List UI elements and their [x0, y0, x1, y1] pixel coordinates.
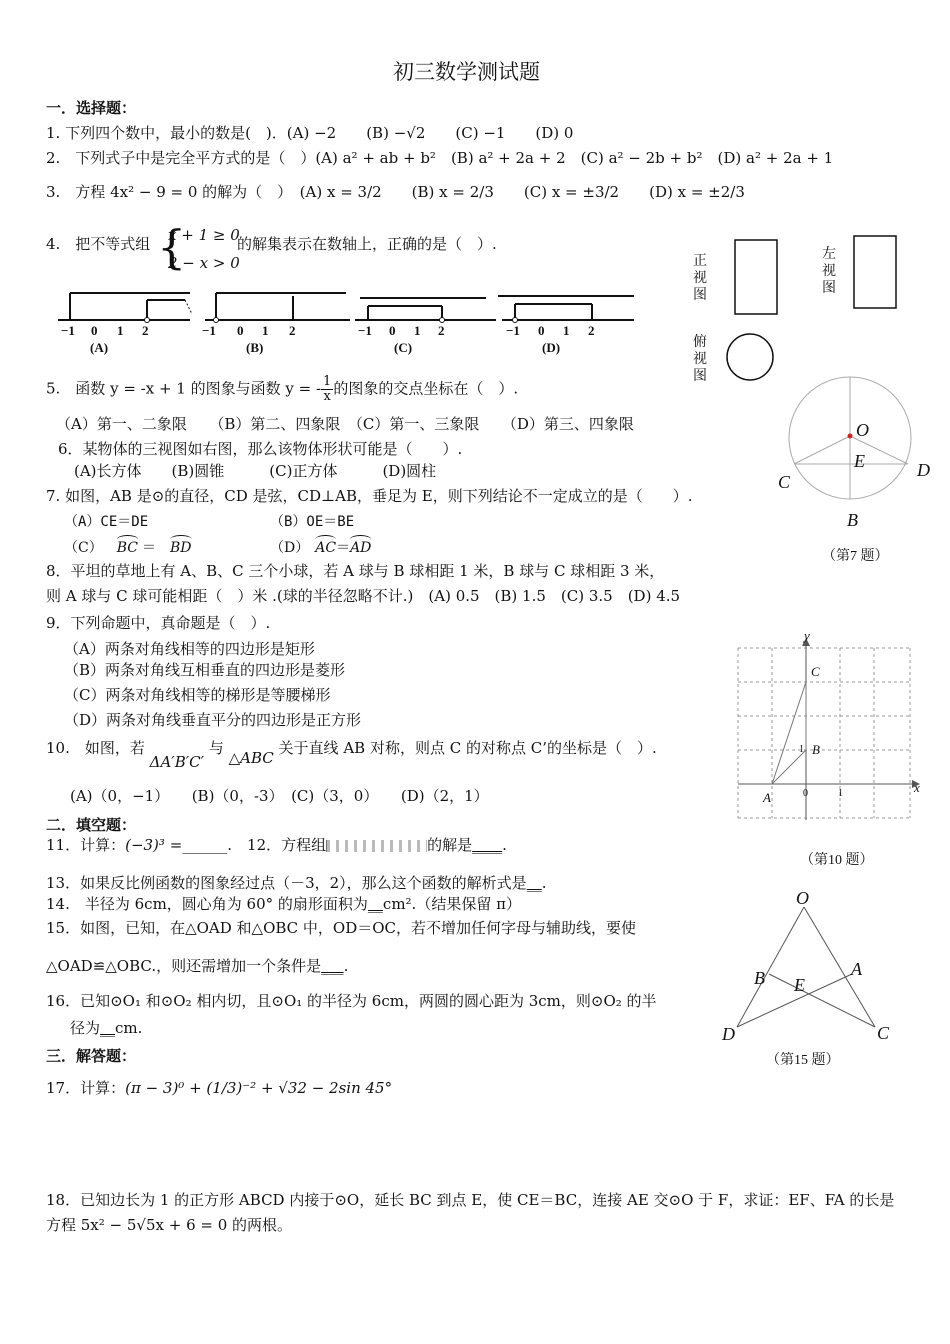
question-16-line-2: 径为__cm. — [70, 1019, 143, 1037]
label-e: E — [794, 975, 805, 995]
question-1: 1. 下列四个数中，最小的数是( )．(A) −2 (B) −√2 (C) −1 (D) 0 — [46, 124, 574, 142]
tick-x-1: 1 — [838, 788, 843, 799]
label-b: B — [812, 742, 820, 757]
question-5-options: （A）第一、二象限 （B）第二、四象限 （C）第一、三象限 （D）第三、四象限 — [56, 415, 634, 433]
question-17: 17．计算：(π − 3)⁰ + (1/3)⁻² + √32 − 2sin 45° — [46, 1079, 393, 1097]
figure-7-circle — [770, 370, 940, 570]
question-5 — [46, 375, 518, 404]
question-10-options: (A)（0，−1） (B)（0，-3） (C)（3，0） (D)（2，1） — [70, 787, 489, 805]
top-view-circle — [727, 334, 773, 380]
question-7: 7. 如图，AB 是⊙的直径，CD 是弦，CD⊥AB，垂足为 E，则下列结论不一定成立的是（ ）. — [46, 487, 693, 505]
label-a: A — [851, 959, 862, 979]
question-18-line-1: 18．已知边长为 1 的正方形 ABCD 内接于⊙O，延长 BC 到点 E，使 CE＝BC，连接 AE 交⊙O 于 F，求证：EF、FA 的长是 — [46, 1191, 895, 1209]
label-c: C — [877, 1023, 890, 1043]
label-a: A — [763, 790, 771, 805]
question-7-option-b: （B）OE＝BE — [270, 514, 355, 530]
question-9: 9．下列命题中，真命题是（ ）. — [46, 614, 271, 632]
section-heading-fill: 二．填空题： — [46, 816, 137, 834]
tick-y-1: 1 — [799, 744, 804, 755]
brace-symbol: { — [157, 220, 187, 274]
figure-10-grid — [730, 628, 930, 873]
equation-system-image — [326, 840, 427, 852]
question-5-suffix: 的图象的交点坐标在（ ）. — [333, 379, 519, 398]
option-label: (C) — [394, 340, 413, 355]
tick-label: 1 — [563, 323, 570, 338]
view-label-front-1: 正 — [693, 254, 707, 269]
question-4-suffix: 的解集表示在数轴上，正确的是（ ）. — [237, 235, 497, 253]
question-11-12: 11．计算：(−3)³ =______. 12．方程组 的解是____. — [46, 836, 507, 854]
number-line-c — [355, 298, 496, 355]
tick-label: −1 — [202, 323, 216, 338]
tick-label: 2 — [289, 323, 296, 338]
question-9-option-c: （C）两条对角线相等的梯形是等腰梯形 — [64, 686, 331, 704]
view-label-front-2: 视 — [693, 271, 707, 286]
center-dot — [848, 434, 853, 439]
question-8-line-1: 8．平坦的草地上有 A、B、C 三个小球，若 A 球与 B 球相距 1 米，B 球与 C 球相距 3 米， — [46, 562, 665, 580]
caption-10: （第10 题） — [800, 853, 874, 868]
question-7-option-c: （C） BC ＝ BD — [64, 540, 192, 556]
option-label: (A) — [90, 340, 109, 355]
question-4-prefix: 4. 把不等式组 — [46, 235, 151, 253]
label-o: O — [796, 888, 809, 908]
view-label-top-1: 俯 — [693, 335, 707, 350]
tick-label: 1 — [262, 323, 269, 338]
question-7-option-a: （A）CE＝DE — [64, 514, 149, 530]
tick-origin: 0 — [803, 788, 808, 799]
view-label-left-2: 视 — [822, 264, 836, 279]
section-heading-solve: 三．解答题： — [46, 1047, 137, 1065]
question-14: 14. 半径为 6cm，圆心角为 60° 的扇形面积为__cm².（结果保留 π） — [46, 895, 521, 913]
question-6-options: (A)长方体 (B)圆锥 (C)正方体 (D)圆柱 — [74, 462, 437, 480]
question-3: 3. 方程 4x² − 9 = 0 的解为（ ） (A) x = 3/2 (B) x = 2/3 (C) x = ±3/2 (D) x = ±2/3 — [46, 183, 745, 201]
section-heading-choice: 一．选择题： — [46, 99, 137, 117]
question-6: 6．某物体的三视图如右图，那么该物体形状可能是（ ）. — [58, 440, 463, 458]
caption-15: （第15 题） — [766, 1053, 840, 1068]
three-views-figure — [680, 228, 910, 390]
question-7-option-d: （D） AC＝AD — [270, 540, 372, 556]
label-b: B — [754, 968, 765, 988]
system-eq-1: x + 1 ≥ 0 — [168, 226, 240, 244]
question-9-option-d: （D）两条对角线垂直平分的四边形是正方形 — [64, 711, 362, 729]
question-9-option-a: （A）两条对角线相等的四边形是矩形 — [64, 640, 315, 658]
question-16-line-1: 16．已知⊙O₁ 和⊙O₂ 相内切，且⊙O₁ 的半径为 6cm，两圆的圆心距为 3cm，则⊙O₂ 的半 — [46, 992, 657, 1010]
label-o: O — [856, 420, 869, 440]
left-view-rect — [854, 236, 896, 308]
tick-label: −1 — [358, 323, 372, 338]
view-label-top-2: 视 — [693, 352, 707, 367]
tick-label: 0 — [91, 323, 98, 338]
label-c: C — [811, 664, 820, 679]
question-15-line-2: △OAD≌△OBC.，则还需增加一个条件是___. — [46, 957, 349, 975]
figure-15-triangles — [715, 882, 905, 1072]
triangle-abc: △ABC — [228, 749, 274, 767]
number-line-options — [50, 284, 650, 360]
axis-y-label: y — [804, 628, 810, 643]
question-5-prefix: 5. 函数 y = -x + 1 的图象与函数 y = - — [46, 379, 322, 398]
tick-label: −1 — [61, 323, 75, 338]
question-2: 2. 下列式子中是完全平方式的是（ ）(A) a² + ab + b² (B) a² + 2a + 2 (C) a² − 2b + b² (D) a² + 2a + 1 — [46, 149, 834, 167]
tick-label: 0 — [237, 323, 244, 338]
option-label: (B) — [246, 340, 264, 355]
question-13: 13．如果反比例函数的图象经过点（－3，2），那么这个函数的解析式是__. — [46, 874, 547, 892]
tick-label: 1 — [414, 323, 421, 338]
tick-label: 0 — [389, 323, 396, 338]
view-label-front-3: 图 — [693, 288, 707, 303]
tick-label: −1 — [506, 323, 520, 338]
question-9-option-b: （B）两条对角线互相垂直的四边形是菱形 — [64, 661, 346, 679]
number-line-b — [202, 293, 350, 355]
axis-x-label: x — [914, 780, 920, 795]
view-label-left-3: 图 — [822, 281, 836, 296]
number-line-d — [498, 296, 634, 355]
label-b: B — [847, 510, 858, 530]
fraction: $\frac{1}{x}$ — [323, 374, 332, 404]
question-18-line-2: 方程 5x² − 5√5x + 6 = 0 的两根。 — [46, 1216, 293, 1234]
triangle-prime: ΔA′B′C′ — [149, 753, 205, 771]
view-label-top-3: 图 — [693, 369, 707, 384]
option-label: (D) — [542, 340, 561, 355]
number-line-a — [58, 293, 192, 355]
label-c: C — [778, 472, 791, 492]
label-d: D — [722, 1024, 735, 1044]
question-8-line-2: 则 A 球与 C 球可能相距（ ）米 .(球的半径忽略不计.) (A) 0.5 (B) 1.5 (C) 3.5 (D) 4.5 — [46, 587, 681, 605]
view-label-left-1: 左 — [822, 247, 836, 262]
tick-label: 0 — [538, 323, 545, 338]
tick-label: 2 — [438, 323, 445, 338]
question-15-line-1: 15．如图，已知，在△OAD 和△OBC 中，OD＝OC，若不增加任何字母与辅助线，要使 — [46, 919, 637, 937]
tick-label: 2 — [588, 323, 595, 338]
front-view-rect — [735, 240, 777, 314]
label-e: E — [854, 451, 865, 471]
page-title: 初三数学测试题 — [393, 60, 540, 84]
system-eq-2: 2 − x > 0 — [168, 254, 240, 272]
tick-label: 2 — [142, 323, 149, 338]
label-d: D — [917, 460, 930, 480]
tick-label: 1 — [117, 323, 124, 338]
question-10: 10. 如图，若 ΔA′B′C′ 与 △ABC 关于直线 AB 对称，则点 C 的对称点 C’的坐标是（ ）. — [46, 739, 657, 771]
caption-7: （第7 题） — [822, 549, 889, 564]
